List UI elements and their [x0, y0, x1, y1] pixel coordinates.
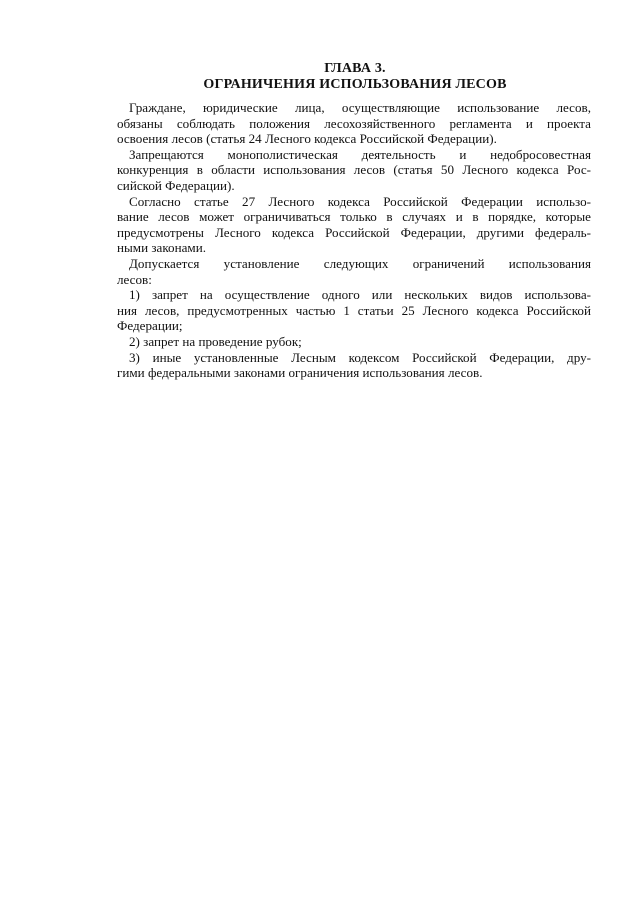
text-line: ными законами.: [117, 240, 206, 256]
paragraph-competition: [117, 147, 591, 194]
text-line: Допускается установление следующих ограничений использования: [129, 255, 591, 271]
list-item-2: [117, 334, 591, 350]
text-line: Федерации;: [117, 318, 183, 334]
text-line: гими федеральными законами ограничения использования лесов.: [117, 365, 483, 381]
text-line: Граждане, юридические лица, осуществляющие использование лесов,: [129, 100, 591, 115]
list-item-3: [117, 350, 591, 381]
chapter-body: [117, 100, 591, 381]
chapter-label: ГЛАВА 3.: [324, 61, 386, 76]
text-line: 3) иные установленные Лесным кодексом Российской Федерации, дру-: [129, 349, 591, 365]
text-line: обязаны соблюдать положения лесохозяйственного регламента и проекта: [117, 115, 591, 131]
text-line: сийской Федерации).: [117, 177, 235, 193]
text-line: Запрещаются монополистическая деятельность и недобросовестная: [129, 146, 591, 162]
text-line: Согласно статье 27 Лесного кодекса Российской Федерации использо-: [129, 193, 591, 209]
text-line: конкуренция в области использования лесов (статья 50 Лесного кодекса Рос-: [117, 162, 591, 178]
text-line: лесов:: [117, 271, 152, 287]
paragraph-allowed-restrictions: [117, 256, 591, 287]
chapter-title: ОГРАНИЧЕНИЯ ИСПОЛЬЗОВАНИЯ ЛЕСОВ: [203, 77, 507, 92]
text-line: 2) запрет на проведение рубок;: [129, 333, 302, 349]
paragraph-obligations: [117, 100, 591, 147]
text-line: 1) запрет на осуществление одного или нескольких видов использова-: [129, 287, 591, 303]
text-line: ния лесов, предусмотренных частью 1 статьи 25 Лесного кодекса Российской: [117, 302, 591, 318]
text-line: предусмотрены Лесного кодекса Российской Федерации, другими федераль-: [117, 224, 591, 240]
text-line: освоения лесов (статья 24 Лесного кодекса Российской Федерации).: [117, 131, 497, 147]
paragraph-restrictions-basis: [117, 194, 591, 256]
list-item-1: [117, 287, 591, 334]
text-line: вание лесов может ограничиваться только в случаях и в порядке, которые: [117, 209, 591, 225]
